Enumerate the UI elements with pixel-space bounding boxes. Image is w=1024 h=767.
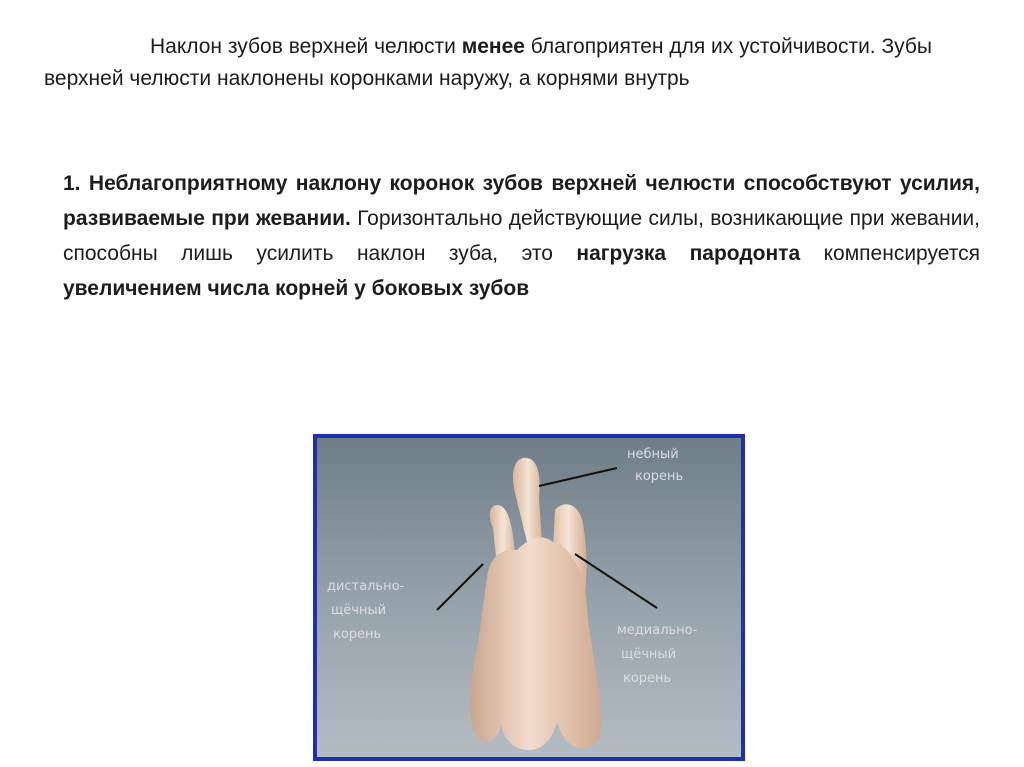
para-bold-roots: увеличением числа корней у боковых зубов — [63, 277, 530, 300]
label-medial-2: щёчный — [621, 647, 677, 662]
para-text2: компенсируется — [800, 242, 980, 265]
label-palatal-2: корень — [635, 469, 684, 484]
label-distal-2: щёчный — [331, 603, 387, 618]
label-medial-3: корень — [623, 671, 672, 686]
label-distal-3: корень — [333, 627, 382, 642]
intro-part2: благоприятен для их устойчивости. Зубы верхней челюсти наклонены коронками наружу, а корнями внутрь — [44, 35, 933, 90]
tooth-photo — [313, 434, 745, 761]
tooth-photo-image — [317, 438, 741, 757]
para-bold-load: нагрузка пародонта — [576, 242, 801, 265]
label-palatal-1: небный — [627, 447, 679, 462]
label-distal-1: дистально- — [327, 579, 405, 594]
intro-part1: Наклон зубов верхней челюсти — [150, 35, 462, 58]
para-bold-lead: 1. Неблагоприятному наклону коронок зубов верхней челюсти способствуют усилия, развиваемые при жевании. — [63, 172, 980, 230]
label-medial-1: медиально- — [617, 623, 698, 638]
para-text1: Горизонтально действующие силы, возникающие при жевании, способны лишь усилить наклон зуба, это — [63, 207, 980, 265]
intro-bold-word: менее — [461, 35, 525, 58]
intro-text — [44, 31, 994, 95]
main-paragraph — [63, 166, 980, 306]
